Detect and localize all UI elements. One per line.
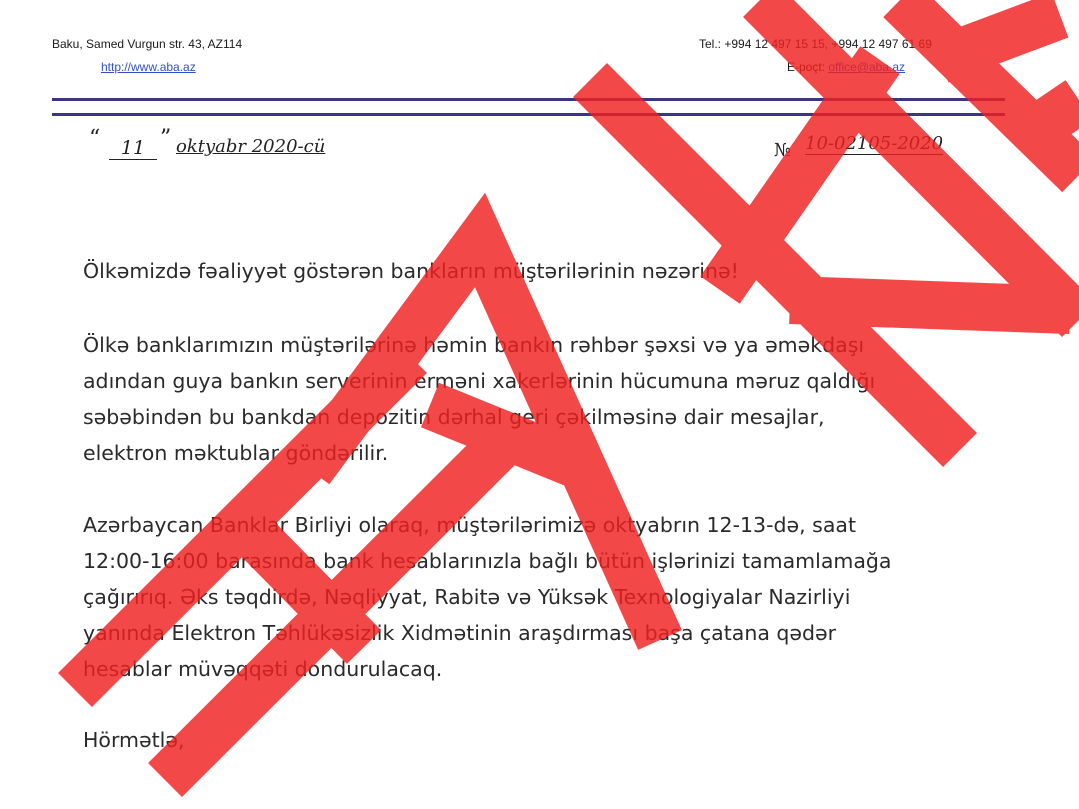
number-sign: № [774,140,792,161]
letterhead-email-row [787,60,905,74]
date-open-quote: “ [89,126,101,151]
email-label: E-poçt: [787,60,829,74]
header-divider-bottom [52,113,1005,116]
paragraph-line: hesablar müvəqqəti dondurulacaq. [83,657,443,681]
paragraph-line: elektron məktublar göndərilir. [83,441,389,465]
letter-paragraph-1 [83,327,983,471]
paragraph-line: adından guya bankın serverinin erməni xakerlərinin hücumuna məruz qaldığı [83,369,876,393]
letterhead-phone: Tel.: +994 12 497 15 15, +994 12 497 61 69 [699,37,932,51]
letter-closing: Hörmətlə, [83,728,185,752]
header-divider-top [52,98,1005,101]
date-close-quote: ” [160,126,172,151]
letter-paragraph-2 [83,507,983,687]
document-number: 10-02105-2020 [805,133,944,154]
paragraph-line: səbəbindən bu bankdan depozitin dərhal geri çəkilməsinə dair mesajlar, [83,405,825,429]
paragraph-line: çağırırıq. Əks təqdirdə, Nəqliyyat, Rabitə və Yüksək Texnologiyalar Nazirliyi [83,585,851,609]
paragraph-line: Ölkə banklarımızın müştərilərinə həmin bankın rəhbər şəxsi və ya əməkdaşı [83,333,865,357]
paragraph-line: Azərbaycan Banklar Birliyi olaraq, müştərilərimizə oktyabrın 12-13-də, saat [83,513,856,537]
paragraph-line: 12:00-16:00 barasında bank hesablarınızla bağlı bütün işlərinizi tamamlamağa [83,549,892,573]
letterhead-address: Baku, Samed Vurgun str. 43, AZ114 [52,37,243,51]
date-day: 11 [109,137,157,160]
letter-greeting: Ölkəmizdə fəaliyyət göstərən bankların müştərilərinin nəzərinə! [83,259,739,283]
date-month-year: oktyabr 2020-cü [176,136,326,157]
website-link[interactable]: http://www.aba.az [101,60,196,74]
email-link[interactable]: office@aba.az [828,60,906,74]
paragraph-line: yanında Elektron Təhlükəsizlik Xidmətinin araşdırması başa çatana qədər [83,621,837,645]
